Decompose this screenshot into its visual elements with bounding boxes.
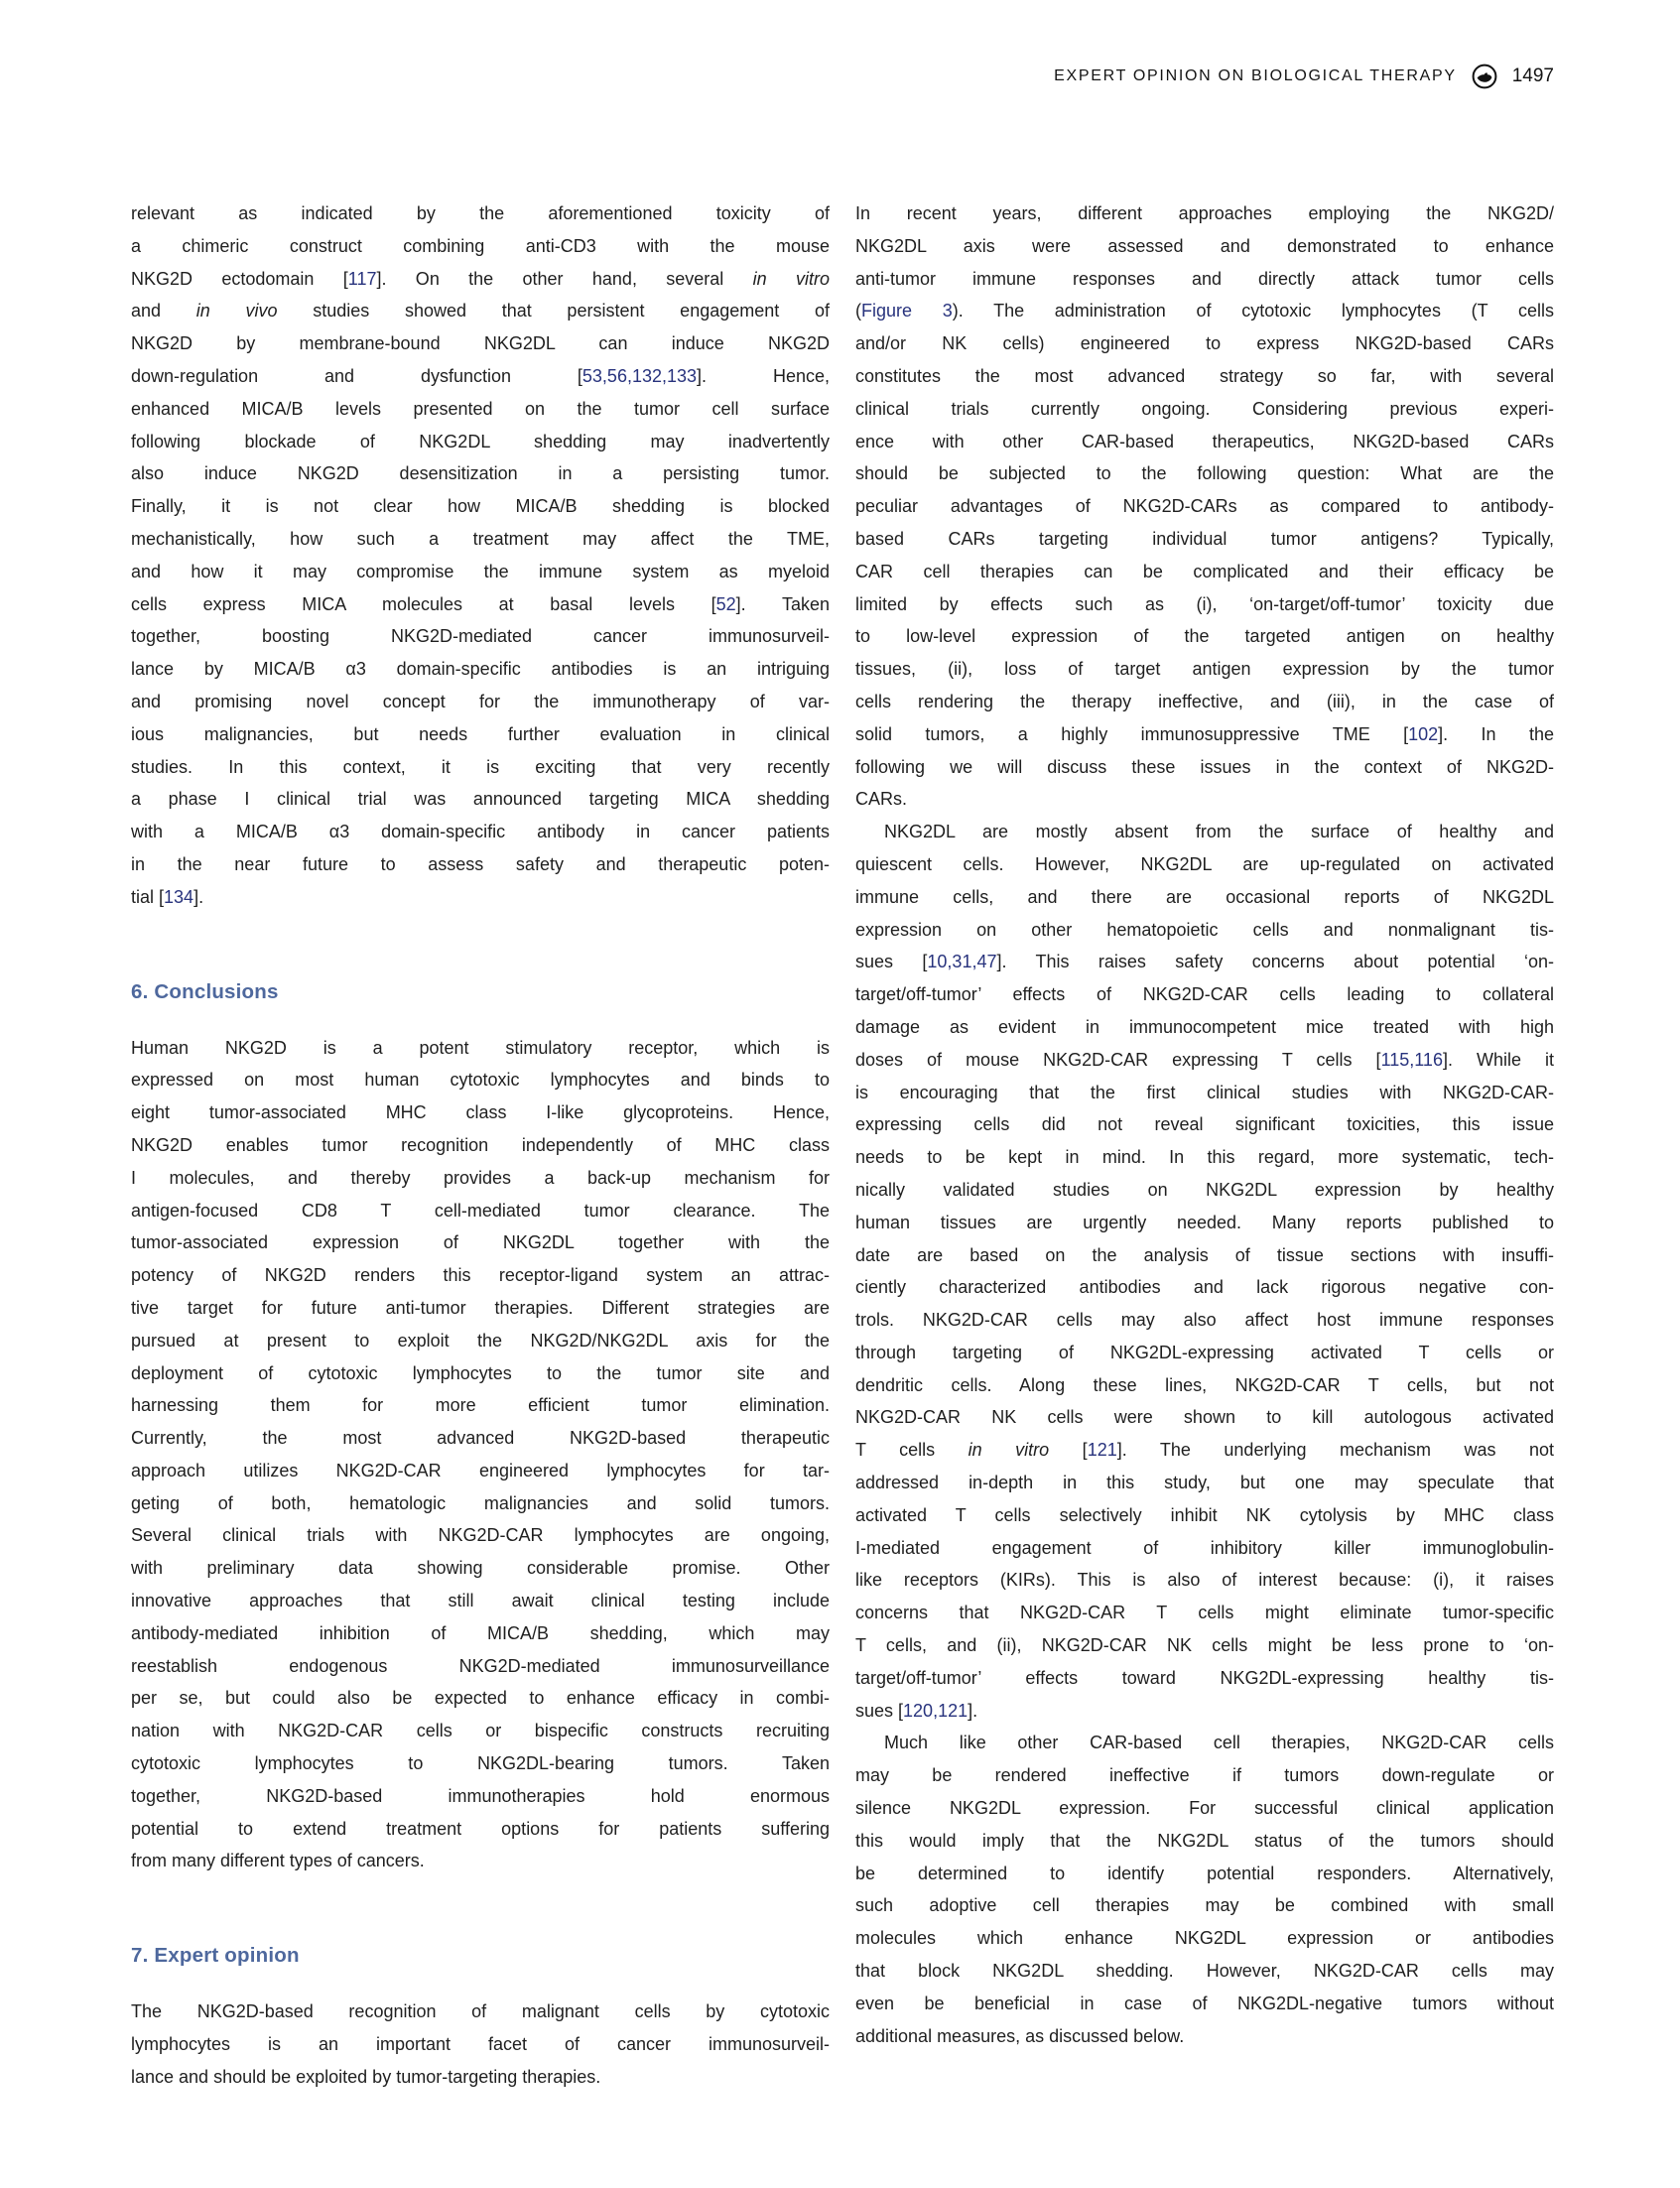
text-line: following blockade of NKG2DL shedding may inadvertently [131,431,830,451]
text-line: with a MICA/B α3 domain-specific antibody in cancer patients [131,822,830,842]
text-line: cells express MICA molecules at basal levels [52]. Taken [131,593,830,614]
text-line: cytotoxic lymphocytes to NKG2DL-bearing tumors. Taken [131,1753,830,1774]
text-line: such adoptive cell therapies may be combined with small [855,1895,1554,1916]
text-line: molecules which enhance NKG2DL expression or antibodies [855,1928,1554,1949]
text-line: with preliminary data showing considerable promise. Other [131,1558,830,1579]
text-line: mechanistically, how such a treatment may affect the TME, [131,528,830,549]
text-line: down-regulation and dysfunction [53,56,132,133]. Hence, [131,365,830,386]
text-line: CARs. [855,789,908,810]
text-line: cells rendering the therapy ineffective, and (iii), in the case of [855,691,1554,711]
text-line: from many different types of cancers. [131,1851,425,1871]
taylor-francis-logo-icon [1472,64,1497,89]
text-line: a chimeric construct combining anti-CD3 with the mouse [131,235,830,256]
text-line: nation with NKG2D-CAR cells or bispecific constructs recruiting [131,1721,830,1741]
text-line: dendritic cells. Along these lines, NKG2D-CAR T cells, but not [855,1374,1554,1395]
text-line: should be subjected to the following question: What are the [855,463,1554,484]
text-line: lance by MICA/B α3 domain-specific antibodies is an intriguing [131,659,830,680]
text-line: I molecules, and thereby provides a back-up mechanism for [131,1167,830,1188]
citation-link[interactable]: 102 [1408,723,1439,744]
text-line: The NKG2D-based recognition of malignant cells by cytotoxic [131,2001,830,2022]
text-line: sues [10,31,47]. This raises safety concerns about potential ‘on- [855,952,1554,972]
text-line: trols. NKG2D-CAR cells may also affect host immune responses [855,1310,1554,1331]
text-line: studies. In this context, it is exciting that very recently [131,756,830,777]
text-line: ence with other CAR-based therapeutics, NKG2D-based CARs [855,431,1554,451]
text-line: NKG2D ectodomain [117]. On the other hand, several in vitro [131,268,830,289]
citation-link[interactable]: 10,31,47 [927,952,997,972]
text-line: Finally, it is not clear how MICA/B shedding is blocked [131,496,830,517]
text-line: also induce NKG2D desensitization in a persisting tumor. [131,463,830,484]
text-line: pursued at present to exploit the NKG2D/NKG2DL axis for the [131,1330,830,1351]
text-line: NKG2D enables tumor recognition independently of MHC class [131,1134,830,1155]
text-line: ciently characterized antibodies and lack rigorous negative con- [855,1277,1554,1298]
text-line: Currently, the most advanced NKG2D-based therapeutic [131,1428,830,1449]
text-line: constitutes the most advanced strategy so far, with several [855,365,1554,386]
text-line: expressed on most human cytotoxic lymphocytes and binds to [131,1070,830,1091]
text-line: approach utilizes NKG2D-CAR engineered lymphocytes for tar- [131,1460,830,1480]
text-line: potential to extend treatment options for patients suffering [131,1818,830,1839]
text-line: I-mediated engagement of inhibitory killer immunoglobulin- [855,1537,1554,1558]
text-line: and promising novel concept for the immunotherapy of var- [131,691,830,711]
text-line: expressing cells did not reveal significant toxicities, this issue [855,1114,1554,1135]
text-line: human tissues are urgently needed. Many reports published to [855,1212,1554,1232]
text-line: this would imply that the NKG2DL status of the tumors should [855,1830,1554,1851]
text-line: clinical trials currently ongoing. Considering previous experi- [855,398,1554,419]
text-line: and/or NK cells) engineered to express NKG2D-based CARs [855,333,1554,354]
text-line: harnessing them for more efficient tumor elimination. [131,1395,830,1416]
text-line: doses of mouse NKG2D-CAR expressing T cells [115,116]. While it [855,1049,1554,1070]
text-line: In recent years, different approaches employing the NKG2D/ [855,203,1554,223]
italic-text: in vitro [968,1440,1050,1461]
text-line: quiescent cells. However, NKG2DL are up-regulated on activated [855,853,1554,874]
text-line: addressed in-depth in this study, but one may speculate that [855,1473,1554,1493]
text-line: may be rendered ineffective if tumors down-regulate or [855,1765,1554,1786]
text-line: tissues, (ii), loss of target antigen expression by the tumor [855,659,1554,680]
text-line: innovative approaches that still await clinical testing include [131,1591,830,1611]
text-line: Several clinical trials with NKG2D-CAR lymphocytes are ongoing, [131,1525,830,1546]
citation-link[interactable]: 121 [1087,1440,1117,1461]
text-line: T cells in vitro [121]. The underlying mechanism was not [855,1440,1554,1461]
text-line: date are based on the analysis of tissue sections with insuffi- [855,1244,1554,1265]
text-line: following we will discuss these issues in the context of NKG2D- [855,756,1554,777]
text-line: CAR cell therapies can be complicated and their efficacy be [855,561,1554,581]
paragraph [131,197,830,914]
text-line: is encouraging that the first clinical studies with NKG2D-CAR- [855,1082,1554,1102]
text-line: target/off-tumor’ effects toward NKG2DL-expressing healthy tis- [855,1667,1554,1688]
text-line: solid tumors, a highly immunosuppressive TME [102]. In the [855,723,1554,744]
text-line: activated T cells selectively inhibit NK cytolysis by MHC class [855,1504,1554,1525]
page-number: 1497 [1511,65,1554,86]
text-line: sues [120,121]. [855,1700,978,1721]
text-line: antibody-mediated inhibition of MICA/B shedding, which may [131,1622,830,1643]
text-line: a phase I clinical trial was announced targeting MICA shedding [131,789,830,810]
text-line: NKG2D-CAR NK cells were shown to kill autologous activated [855,1407,1554,1428]
text-line: to low-level expression of the targeted antigen on healthy [855,626,1554,647]
text-line: tumor-associated expression of NKG2DL together with the [131,1232,830,1253]
text-line: be determined to identify potential responders. Alternatively, [855,1863,1554,1883]
text-line: NKG2D by membrane-bound NKG2DL can induce NKG2D [131,333,830,354]
paragraph [855,197,1554,816]
text-line: silence NKG2DL expression. For successful clinical application [855,1798,1554,1819]
citation-link[interactable]: 53,56,132,133 [582,365,698,386]
italic-text: in vivo [195,301,278,322]
text-line: ious malignancies, but needs further evaluation in clinical [131,723,830,744]
text-line: lymphocytes is an important facet of cancer immunosurveil- [131,2034,830,2055]
page-header [1054,56,1554,97]
text-line: target/off-tumor’ effects of NKG2D-CAR cells leading to collateral [855,984,1554,1005]
article-body [131,197,1554,2094]
text-line: NKG2DL are mostly absent from the surface of healthy and [884,822,1554,842]
text-line: Human NKG2D is a potent stimulatory receptor, which is [131,1037,830,1058]
text-line: NKG2DL axis were assessed and demonstrated to enhance [855,235,1554,256]
journal-title: EXPERT OPINION ON BIOLOGICAL THERAPY [1054,67,1457,84]
left-column [131,197,830,2094]
text-line: (Figure 3). The administration of cytotoxic lymphocytes (T cells [855,301,1554,322]
italic-text: in vitro [752,268,830,289]
text-line: and how it may compromise the immune system as myeloid [131,561,830,581]
text-line: reestablish endogenous NKG2D-mediated immunosurveillance [131,1655,830,1676]
section-heading: 7. Expert opinion [131,1944,300,1968]
citation-link[interactable]: 117 [347,268,377,289]
text-line: lance and should be exploited by tumor-targeting therapies. [131,2066,601,2087]
text-line: Much like other CAR-based cell therapies, NKG2D-CAR cells [884,1733,1554,1753]
text-line: needs to be kept in mind. In this regard, more systematic, tech- [855,1147,1554,1168]
text-line: even be beneficial in case of NKG2DL-negative tumors without [855,1993,1554,2013]
text-line: enhanced MICA/B levels presented on the tumor cell surface [131,398,830,419]
text-line: T cells, and (ii), NKG2D-CAR NK cells might be less prone to ‘on- [855,1635,1554,1656]
text-line: through targeting of NKG2DL-expressing activated T cells or [855,1342,1554,1362]
citation-link[interactable]: 115,116 [1380,1049,1443,1070]
text-line: per se, but could also be expected to enhance efficacy in combi- [131,1688,830,1709]
citation-link[interactable]: 120,121 [903,1700,969,1721]
text-line: potency of NKG2D renders this receptor-ligand system an attrac- [131,1265,830,1286]
text-line: based CARs targeting individual tumor antigens? Typically, [855,528,1554,549]
text-line: limited by effects such as (i), ‘on-target/off-tumor’ toxicity due [855,593,1554,614]
text-line: concerns that NKG2D-CAR T cells might eliminate tumor-specific [855,1603,1554,1623]
text-line: tive target for future anti-tumor therapies. Different strategies are [131,1297,830,1318]
paragraph [131,1032,830,1878]
text-line: that block NKG2DL shedding. However, NKG2D-CAR cells may [855,1961,1554,1982]
text-line: expression on other hematopoietic cells and nonmalignant tis- [855,919,1554,940]
text-line: together, NKG2D-based immunotherapies hold enormous [131,1785,830,1806]
text-line: eight tumor-associated MHC class I-like glycoproteins. Hence, [131,1102,830,1123]
figure-reference-link[interactable]: Figure 3 [861,301,953,322]
text-line: relevant as indicated by the aforementioned toxicity of [131,203,830,223]
text-line: nically validated studies on NKG2DL expression by healthy [855,1179,1554,1200]
text-line: immune cells, and there are occasional reports of NKG2DL [855,886,1554,907]
text-line: additional measures, as discussed below. [855,2025,1185,2046]
text-line: geting of both, hematologic malignancies and solid tumors. [131,1492,830,1513]
text-line: and in vivo studies showed that persistent engagement of [131,301,830,322]
text-line: together, boosting NKG2D-mediated cancer immunosurveil- [131,626,830,647]
section-heading: 6. Conclusions [131,979,279,1003]
text-line: deployment of cytotoxic lymphocytes to the tumor site and [131,1362,830,1383]
text-line: anti-tumor immune responses and directly attack tumor cells [855,268,1554,289]
citation-link[interactable]: 52 [715,593,736,614]
text-line: like receptors (KIRs). This is also of interest because: (i), it raises [855,1570,1554,1591]
paragraph [855,1727,1554,2052]
paragraph [131,1995,830,2093]
text-line: antigen-focused CD8 T cell-mediated tumor clearance. The [131,1200,830,1221]
right-column [855,197,1554,2094]
text-line: peculiar advantages of NKG2D-CARs as compared to antibody- [855,496,1554,517]
text-line: tial [134]. [131,886,204,907]
paragraph [855,816,1554,1727]
text-line: damage as evident in immunocompetent mice treated with high [855,1016,1554,1037]
citation-link[interactable]: 134 [164,886,194,907]
text-line: in the near future to assess safety and therapeutic poten- [131,853,830,874]
